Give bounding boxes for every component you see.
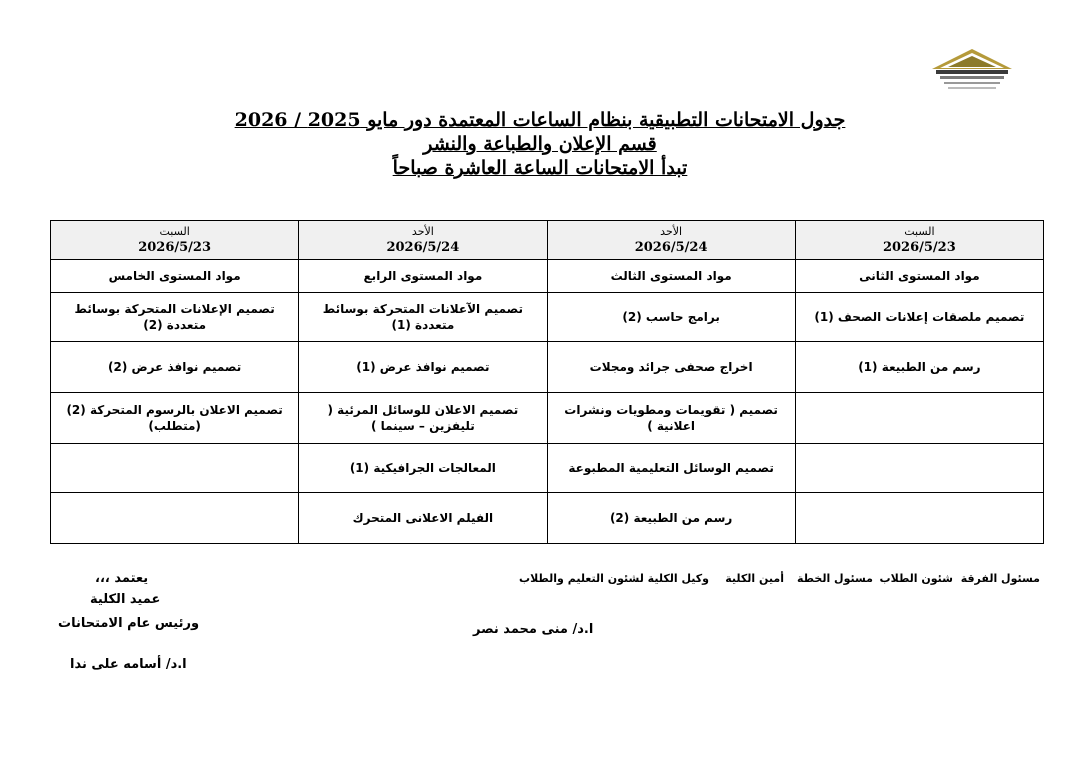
exam-date: 2026/5/24 <box>386 240 460 255</box>
subject-cell <box>51 493 299 544</box>
table-row <box>51 444 1044 493</box>
subject-cell: اخراج صحفى جرائد ومجلات <box>547 342 795 393</box>
subject-cell <box>795 393 1043 444</box>
subject-cell: الفيلم الاعلانى المتحرك <box>299 493 547 544</box>
level-cell: مواد المستوى الثالث <box>547 260 795 293</box>
subject-cell: المعالجات الجرافيكية (1) <box>299 444 547 493</box>
day-name: الأحد <box>660 225 683 238</box>
header-cell <box>795 221 1043 260</box>
subject-cell: تصميم الاعلان بالرسوم المتحركة (2) (متطلب) <box>51 393 299 444</box>
table-header-row <box>51 221 1044 260</box>
header-cell <box>51 221 299 260</box>
department-title: قسم الإعلان والطباعة والنشر <box>423 133 657 155</box>
level-cell: مواد المستوى الخامس <box>51 260 299 293</box>
subject-cell: تصميم الوسائل التعليمية المطبوعة <box>547 444 795 493</box>
subject-cell <box>795 444 1043 493</box>
exam-head-title: ورئيس عام الامتحانات <box>58 616 200 631</box>
subject-cell: برامج حاسب (2) <box>547 293 795 342</box>
exam-date: 2026/5/24 <box>634 240 708 255</box>
level-cell: مواد المستوى الرابع <box>299 260 547 293</box>
table-row <box>51 493 1044 544</box>
faculty-logo-icon <box>926 45 1018 95</box>
role-class-officer: مسئول الفرقة <box>960 572 1040 585</box>
subject-cell: تصميم الاعلان للوسائل المرئية ( تليفزين – سينما ) <box>299 393 547 444</box>
table-row <box>51 342 1044 393</box>
table-row <box>51 293 1044 342</box>
level-row <box>51 260 1044 293</box>
role-student-affairs: شئون الطلاب <box>879 572 953 585</box>
day-name: الأحد <box>411 225 434 238</box>
subject-cell: تصميم الآعلانات المتحركة بوسائط متعددة (1) <box>299 293 547 342</box>
subject-cell: تصميم الإعلانات المتحركة بوسائط متعددة (2) <box>51 293 299 342</box>
approved-label: يعتمد ،،، <box>95 571 149 586</box>
exam-date: 2026/5/23 <box>138 240 212 255</box>
subject-cell: رسم من الطبيعة (2) <box>547 493 795 544</box>
role-faculty-secretary: أمين الكلية <box>725 572 784 585</box>
subject-cell: تصميم نوافذ عرض (1) <box>299 342 547 393</box>
subject-cell: تصميم نوافذ عرض (2) <box>51 342 299 393</box>
dean-name: ا.د/ أسامه على ندا <box>70 657 187 672</box>
vice-dean-name: ا.د/ منى محمد نصر <box>473 622 594 637</box>
subject-cell: تصميم ملصقات إعلانات الصحف (1) <box>795 293 1043 342</box>
dean-title: عميد الكلية <box>90 592 161 607</box>
subject-cell <box>51 444 299 493</box>
role-plan-officer: مسئول الخطة <box>797 572 873 585</box>
day-name: السبت <box>904 225 935 238</box>
header-cell <box>299 221 547 260</box>
exam-schedule-table <box>50 220 1044 544</box>
page-title: جدول الامتحانات التطبيقية بنظام الساعات المعتمدة دور مايو 2025 / 2026 <box>234 109 846 131</box>
exam-date: 2026/5/23 <box>882 240 956 255</box>
title-block <box>0 108 1080 180</box>
day-name: السبت <box>159 225 190 238</box>
start-time-note: تبدأ الامتحانات الساعة العاشرة صباحاً <box>392 157 688 179</box>
role-vice-dean: وكيل الكلية لشئون التعليم والطلاب <box>519 572 709 585</box>
subject-cell: رسم من الطبيعة (1) <box>795 342 1043 393</box>
subject-cell <box>795 493 1043 544</box>
table-row <box>51 393 1044 444</box>
header-cell <box>547 221 795 260</box>
level-cell: مواد المستوى الثانى <box>795 260 1043 293</box>
subject-cell: تصميم ( تقويمات ومطويات ونشرات اعلانية ) <box>547 393 795 444</box>
